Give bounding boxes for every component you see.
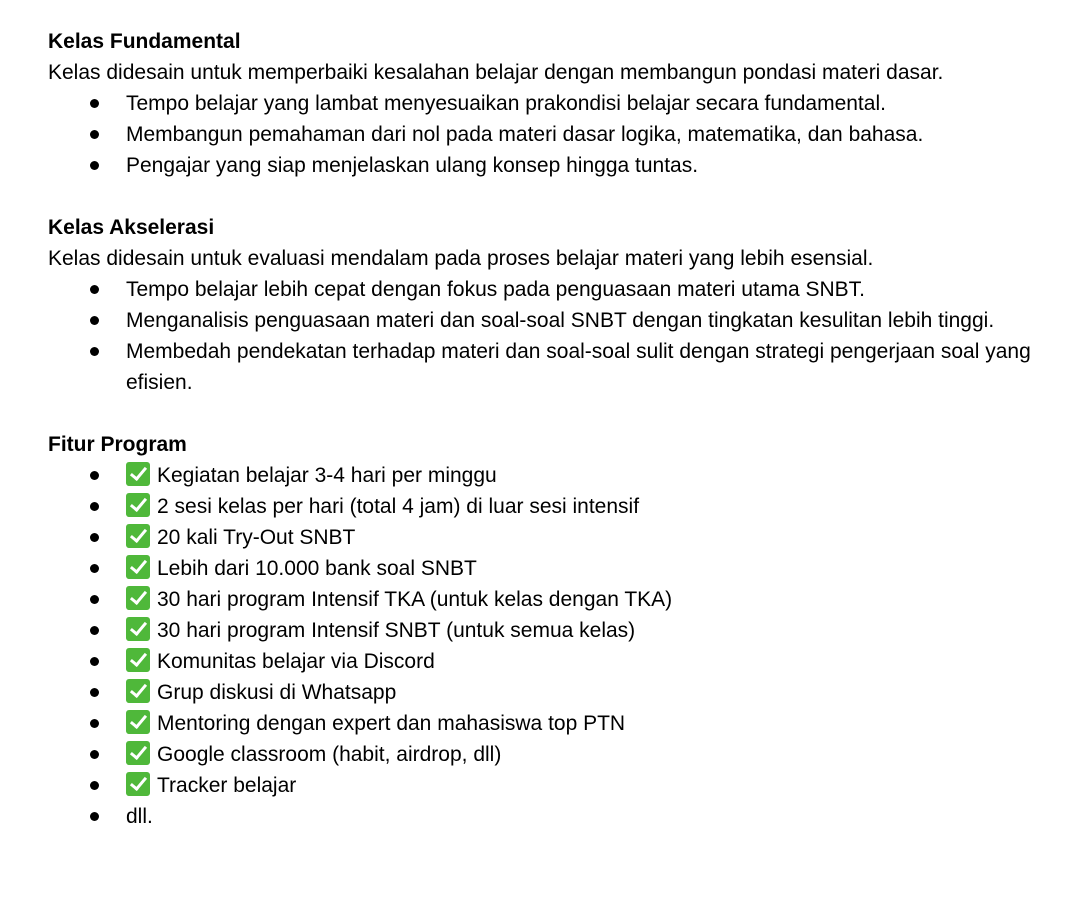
list-item: Tempo belajar yang lambat menyesuaikan prakondisi belajar secara fundamental.: [126, 88, 1048, 119]
check-mark-button-icon: [126, 493, 150, 517]
heading-kelas-akselerasi: Kelas Akselerasi: [48, 216, 215, 239]
feature-label: 2 sesi kelas per hari (total 4 jam) di luar sesi intensif: [157, 495, 640, 518]
list-fitur-program: [48, 460, 1048, 832]
list-item: [126, 460, 1048, 491]
feature-label: Mentoring dengan expert dan mahasiswa top PTN: [157, 712, 626, 735]
list-item: Membedah pendekatan terhadap materi dan soal-soal sulit dengan strategi pengerjaan soal yang efisien.: [126, 336, 1048, 398]
check-mark-button-icon: [126, 772, 150, 796]
check-mark-button-icon: [126, 462, 150, 486]
list-item: [126, 522, 1048, 553]
check-mark-button-icon: [126, 524, 150, 548]
section-kelas-akselerasi: [48, 212, 1048, 398]
feature-label: 20 kali Try-Out SNBT: [157, 526, 356, 549]
feature-label: Google classroom (habit, airdrop, dll): [157, 743, 502, 766]
list-item: Membangun pemahaman dari nol pada materi dasar logika, matematika, dan bahasa.: [126, 119, 1048, 150]
feature-label: 30 hari program Intensif TKA (untuk kelas dengan TKA): [157, 588, 673, 611]
check-mark-button-icon: [126, 741, 150, 765]
list-item: dll.: [126, 801, 1048, 832]
feature-label: Tracker belajar: [157, 774, 297, 797]
list-item: [126, 677, 1048, 708]
feature-label: Komunitas belajar via Discord: [157, 650, 435, 673]
feature-label: 30 hari program Intensif SNBT (untuk semua kelas): [157, 619, 636, 642]
check-mark-button-icon: [126, 648, 150, 672]
list-item: Menganalisis penguasaan materi dan soal-soal SNBT dengan tingkatan kesulitan lebih tinggi.: [126, 305, 1048, 336]
check-mark-button-icon: [126, 555, 150, 579]
list-item: [126, 739, 1048, 770]
check-mark-button-icon: [126, 617, 150, 641]
list-item: [126, 491, 1048, 522]
feature-label: Grup diskusi di Whatsapp: [157, 681, 397, 704]
list-item: [126, 646, 1048, 677]
section-kelas-fundamental: [48, 26, 1048, 181]
list-item: [126, 770, 1048, 801]
check-mark-button-icon: [126, 586, 150, 610]
document: [48, 26, 1048, 832]
description-kelas-fundamental: Kelas didesain untuk memperbaiki kesalahan belajar dengan membangun pondasi materi dasar.: [48, 61, 944, 84]
check-mark-button-icon: [126, 679, 150, 703]
list-item: [126, 615, 1048, 646]
section-fitur-program: [48, 429, 1048, 832]
list-kelas-fundamental: [48, 88, 1048, 181]
feature-label: Kegiatan belajar 3-4 hari per minggu: [157, 464, 497, 487]
list-item: [126, 708, 1048, 739]
description-kelas-akselerasi: Kelas didesain untuk evaluasi mendalam pada proses belajar materi yang lebih esensial.: [48, 247, 874, 270]
heading-kelas-fundamental: Kelas Fundamental: [48, 30, 241, 53]
list-item: [126, 553, 1048, 584]
list-item: Tempo belajar lebih cepat dengan fokus pada penguasaan materi utama SNBT.: [126, 274, 1048, 305]
feature-label: Lebih dari 10.000 bank soal SNBT: [157, 557, 477, 580]
check-mark-button-icon: [126, 710, 150, 734]
list-kelas-akselerasi: [48, 274, 1048, 398]
list-item: Pengajar yang siap menjelaskan ulang konsep hingga tuntas.: [126, 150, 1048, 181]
list-item: [126, 584, 1048, 615]
heading-fitur-program: Fitur Program: [48, 433, 187, 456]
